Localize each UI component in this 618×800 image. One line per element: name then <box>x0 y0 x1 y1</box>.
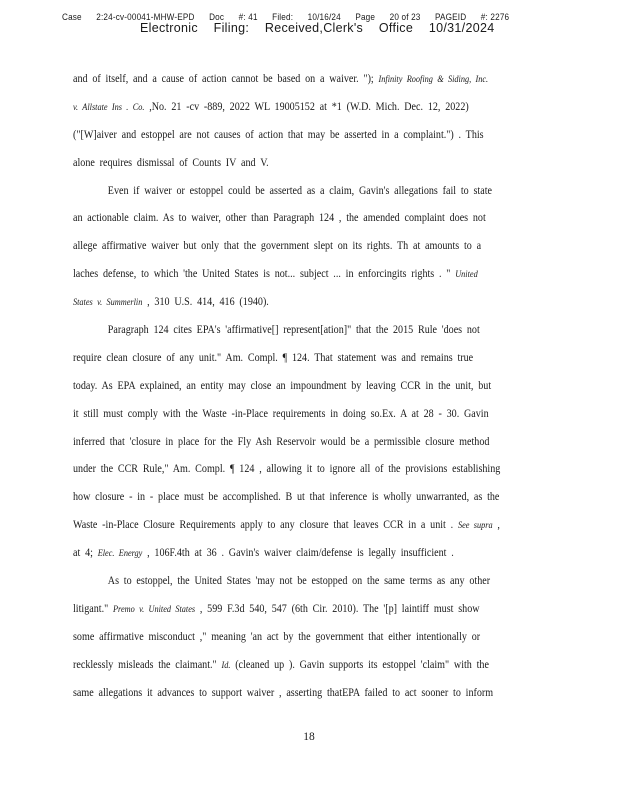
stamp-date: 10/31/2024 <box>428 21 495 35</box>
page-label: Page <box>355 12 376 23</box>
text-line <box>73 572 491 600</box>
text-run: an actionable claim. As to waiver, other than Paragraph 124 , the amended complaint does not <box>73 211 486 225</box>
text-run: alone requires dismissal of Counts IV and V. <box>73 155 269 169</box>
text-run: recklessly misleads the claimant." <box>73 657 222 671</box>
text-line <box>73 98 482 126</box>
citation-italic: States v. Summerlin <box>73 298 143 309</box>
text-line <box>73 405 489 433</box>
text-line <box>73 488 500 516</box>
text-run: , 599 F.3d 540, 547 (6th Cir. 2010). The '[p] laintiff must show <box>195 601 480 615</box>
stamp-filing: Filing: <box>213 21 250 35</box>
text-run: , <box>492 518 500 532</box>
doc-label: Doc <box>209 12 225 23</box>
filed-date: 10/16/24 <box>307 12 341 23</box>
stamp-electronic: Electronic <box>140 21 198 35</box>
citation-italic: Elec. Energy <box>97 549 143 560</box>
text-line <box>73 684 494 712</box>
text-run: it still must comply with the Waste -in-Place requirements in doing so.Ex. A at 28 - 30. Gavin <box>73 406 489 420</box>
text-run: litigant." <box>73 601 114 615</box>
text-line <box>73 628 482 656</box>
citation-italic: Infinity Roofing & Siding, Inc. <box>378 75 489 85</box>
text-line <box>73 126 482 154</box>
text-line <box>73 516 500 544</box>
citation-italic: Premo v. United States <box>113 604 196 615</box>
pageid-value: #: 2276 <box>480 12 510 23</box>
text-run: at 4; <box>73 546 98 560</box>
text-line <box>73 600 482 628</box>
text-line <box>73 70 489 98</box>
text-line <box>73 321 482 349</box>
text-run: allege affirmative waiver but only that the government slept on its rights. Th at amounts to a <box>73 239 482 253</box>
citation-italic: See supra <box>457 521 493 532</box>
text-line <box>73 182 492 210</box>
text-run: Waste -in-Place Closure Requirements apply to any closure that leaves CCR in a unit . <box>73 518 458 532</box>
text-line <box>73 265 482 293</box>
text-line <box>73 433 490 461</box>
text-line <box>73 377 492 405</box>
text-run: laches defense, to which 'the United States is not... subject ... in enforcingits rights . " <box>73 267 456 281</box>
text-line <box>73 154 482 182</box>
text-run: ("[W]aiver and estoppel are not causes of action that may be asserted in a complaint.") . This <box>73 127 484 141</box>
filed-label: Filed: <box>272 12 294 23</box>
text-line <box>73 460 501 488</box>
text-run: under the CCR Rule," Am. Compl. ¶ 124 , allowing it to ignore all of the provisions establishing <box>73 462 501 476</box>
text-run: require clean closure of any unit." Am. Compl. ¶ 124. That statement was and remains true <box>73 350 474 364</box>
text-run: and of itself, and a cause of action cannot be based on a waiver. "); <box>73 72 379 85</box>
text-run: today. As EPA explained, an entity may close an impoundment by leaving CCR in the unit, but <box>73 378 492 392</box>
text-line <box>73 544 482 572</box>
text-run: inferred that 'closure in place for the Fly Ash Reservoir would be a permissible closure method <box>73 434 490 448</box>
filing-stamp <box>140 21 506 35</box>
doc-number: #: 41 <box>238 12 258 23</box>
body-text <box>73 70 543 711</box>
text-line <box>73 656 489 684</box>
text-run: some affirmative misconduct ," meaning 'an act by the government that either intentionally or <box>73 629 481 643</box>
case-label: Case <box>62 12 82 23</box>
citation-italic: v. Allstate Ins . Co. <box>73 102 145 113</box>
stamp-received: Received,Clerk's <box>264 21 364 35</box>
text-run: (cleaned up ). Gavin supports its estoppel 'claim" with the <box>230 657 489 671</box>
page-of: 20 of 23 <box>389 12 421 23</box>
text-run: Paragraph 124 cites EPA's 'affirmative[] represent[ation]" that the 2015 Rule 'does not <box>107 323 480 337</box>
text-run: same allegations it advances to support waiver , asserting thatEPA failed to act sooner to inform <box>73 685 494 699</box>
text-run: , 310 U.S. 414, 416 (1940). <box>142 295 269 309</box>
text-line <box>73 293 482 321</box>
text-line <box>73 349 482 377</box>
citation-italic: Id. <box>221 660 231 671</box>
text-run: ,No. 21 -cv -889, 2022 WL 19005152 at *1 (W.D. Mich. Dec. 12, 2022) <box>144 99 469 113</box>
text-line <box>73 237 482 265</box>
case-number: 2:24-cv-00041-MHW-EPD <box>96 12 195 23</box>
citation-italic: United <box>455 270 478 281</box>
text-line <box>73 209 486 237</box>
text-run: how closure - in - place must be accomplished. B ut that inference is wholly unwarranted, as the <box>73 490 500 504</box>
page-number: 18 <box>303 731 315 743</box>
pageid-label: PAGEID <box>434 12 467 23</box>
court-header <box>62 12 552 38</box>
text-run: As to estoppel, the United States 'may not be estopped on the same terms as any other <box>107 574 491 588</box>
stamp-office: Office <box>378 21 414 35</box>
text-run: , 106F.4th at 36 . Gavin's waiver claim/defense is legally insufficient . <box>142 546 454 560</box>
text-run: Even if waiver or estoppel could be asserted as a claim, Gavin's allegations fail to state <box>107 183 492 197</box>
